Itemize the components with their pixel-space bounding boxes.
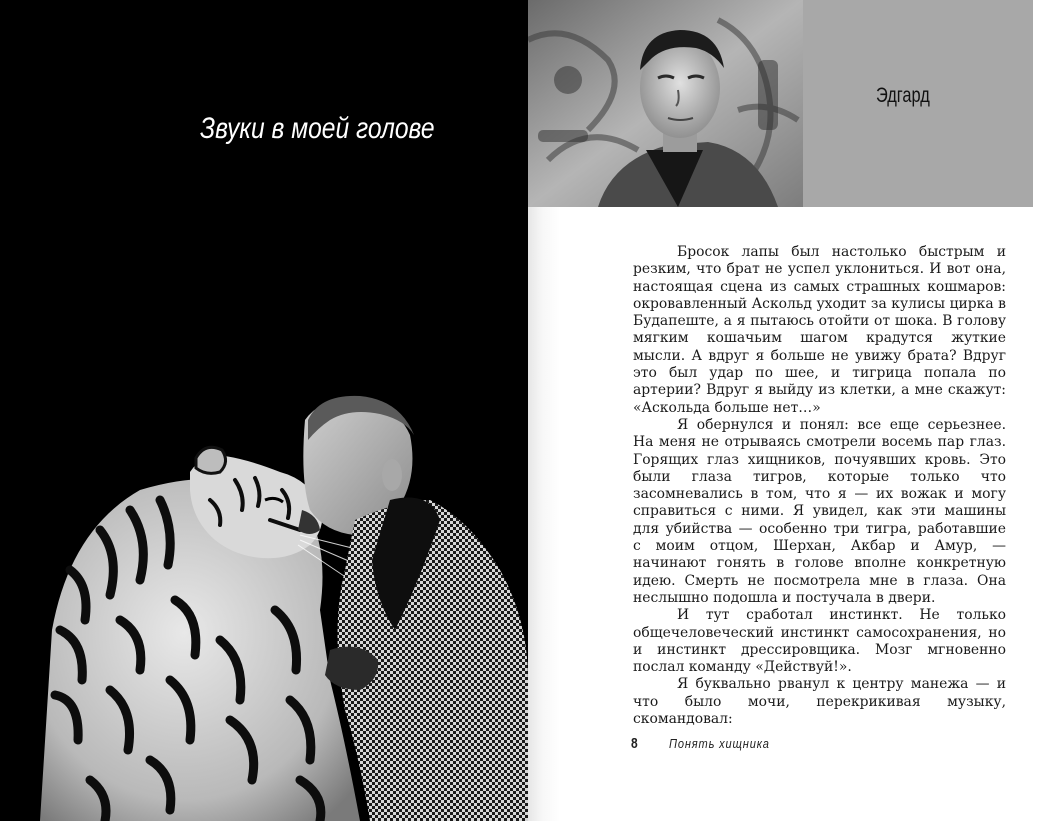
portrait-photo xyxy=(528,0,803,207)
paragraph: И тут сработал инстинкт. Не только общечеловеческий инстинкт самосохранения, но и инстинкт дрессировщика. Мозг мгновенно послал команду «Действуй!». xyxy=(633,607,1006,676)
paragraph: Бросок лапы был настолько быстрым и резким, что брат не успел уклониться. И вот она, настоящая сцена из самых страшных кошмаров: окровавленный Аскольд уходит за кулисы цирка в Будапеште, а я пытаюсь отойти от шока. В голову мягким кошачьим шагом крадутся жуткие мысли. А вдруг я больше не увижу брата? Вдруг это был удар по шее, и тигрица попала по артерии? Вдруг я выйду из клетки, а мне скажут: «Аскольда больше нет…» xyxy=(633,244,1006,416)
paragraph: Я обернулся и понял: все еще серьезнее. На меня не отрываясь смотрели восемь пар глаз. Горящих глаз хищников, почуявших кровь. Это были глаза тигров, которые только что засомневались в том, что я — их вожак и могу справиться с ними. Я увидел, как эти машины для убийства — особенно три тигра, работавшие с моим отцом, Шерхан, Акбар и Амур, — начинают гонять в голове вполне конкретную идею. Смерть не посмотрела мне в глаза. Она неслышно подошла и постучала в двери. xyxy=(633,416,1006,606)
running-head: Понять хищника xyxy=(668,736,770,751)
tiger-and-trainer-photo xyxy=(0,380,528,821)
page-footer xyxy=(631,735,787,753)
page-number: 8 xyxy=(631,735,638,752)
chapter-title: Звуки в моей голове xyxy=(200,112,435,145)
body-text xyxy=(633,244,1006,728)
character-name: Эдгард xyxy=(876,84,930,107)
right-page xyxy=(528,0,1055,821)
paragraph: Я буквально рванул к центру манежа — и что было мочи, перекрикивая музыку, скомандовал: xyxy=(633,676,1006,728)
name-block xyxy=(803,0,1033,207)
